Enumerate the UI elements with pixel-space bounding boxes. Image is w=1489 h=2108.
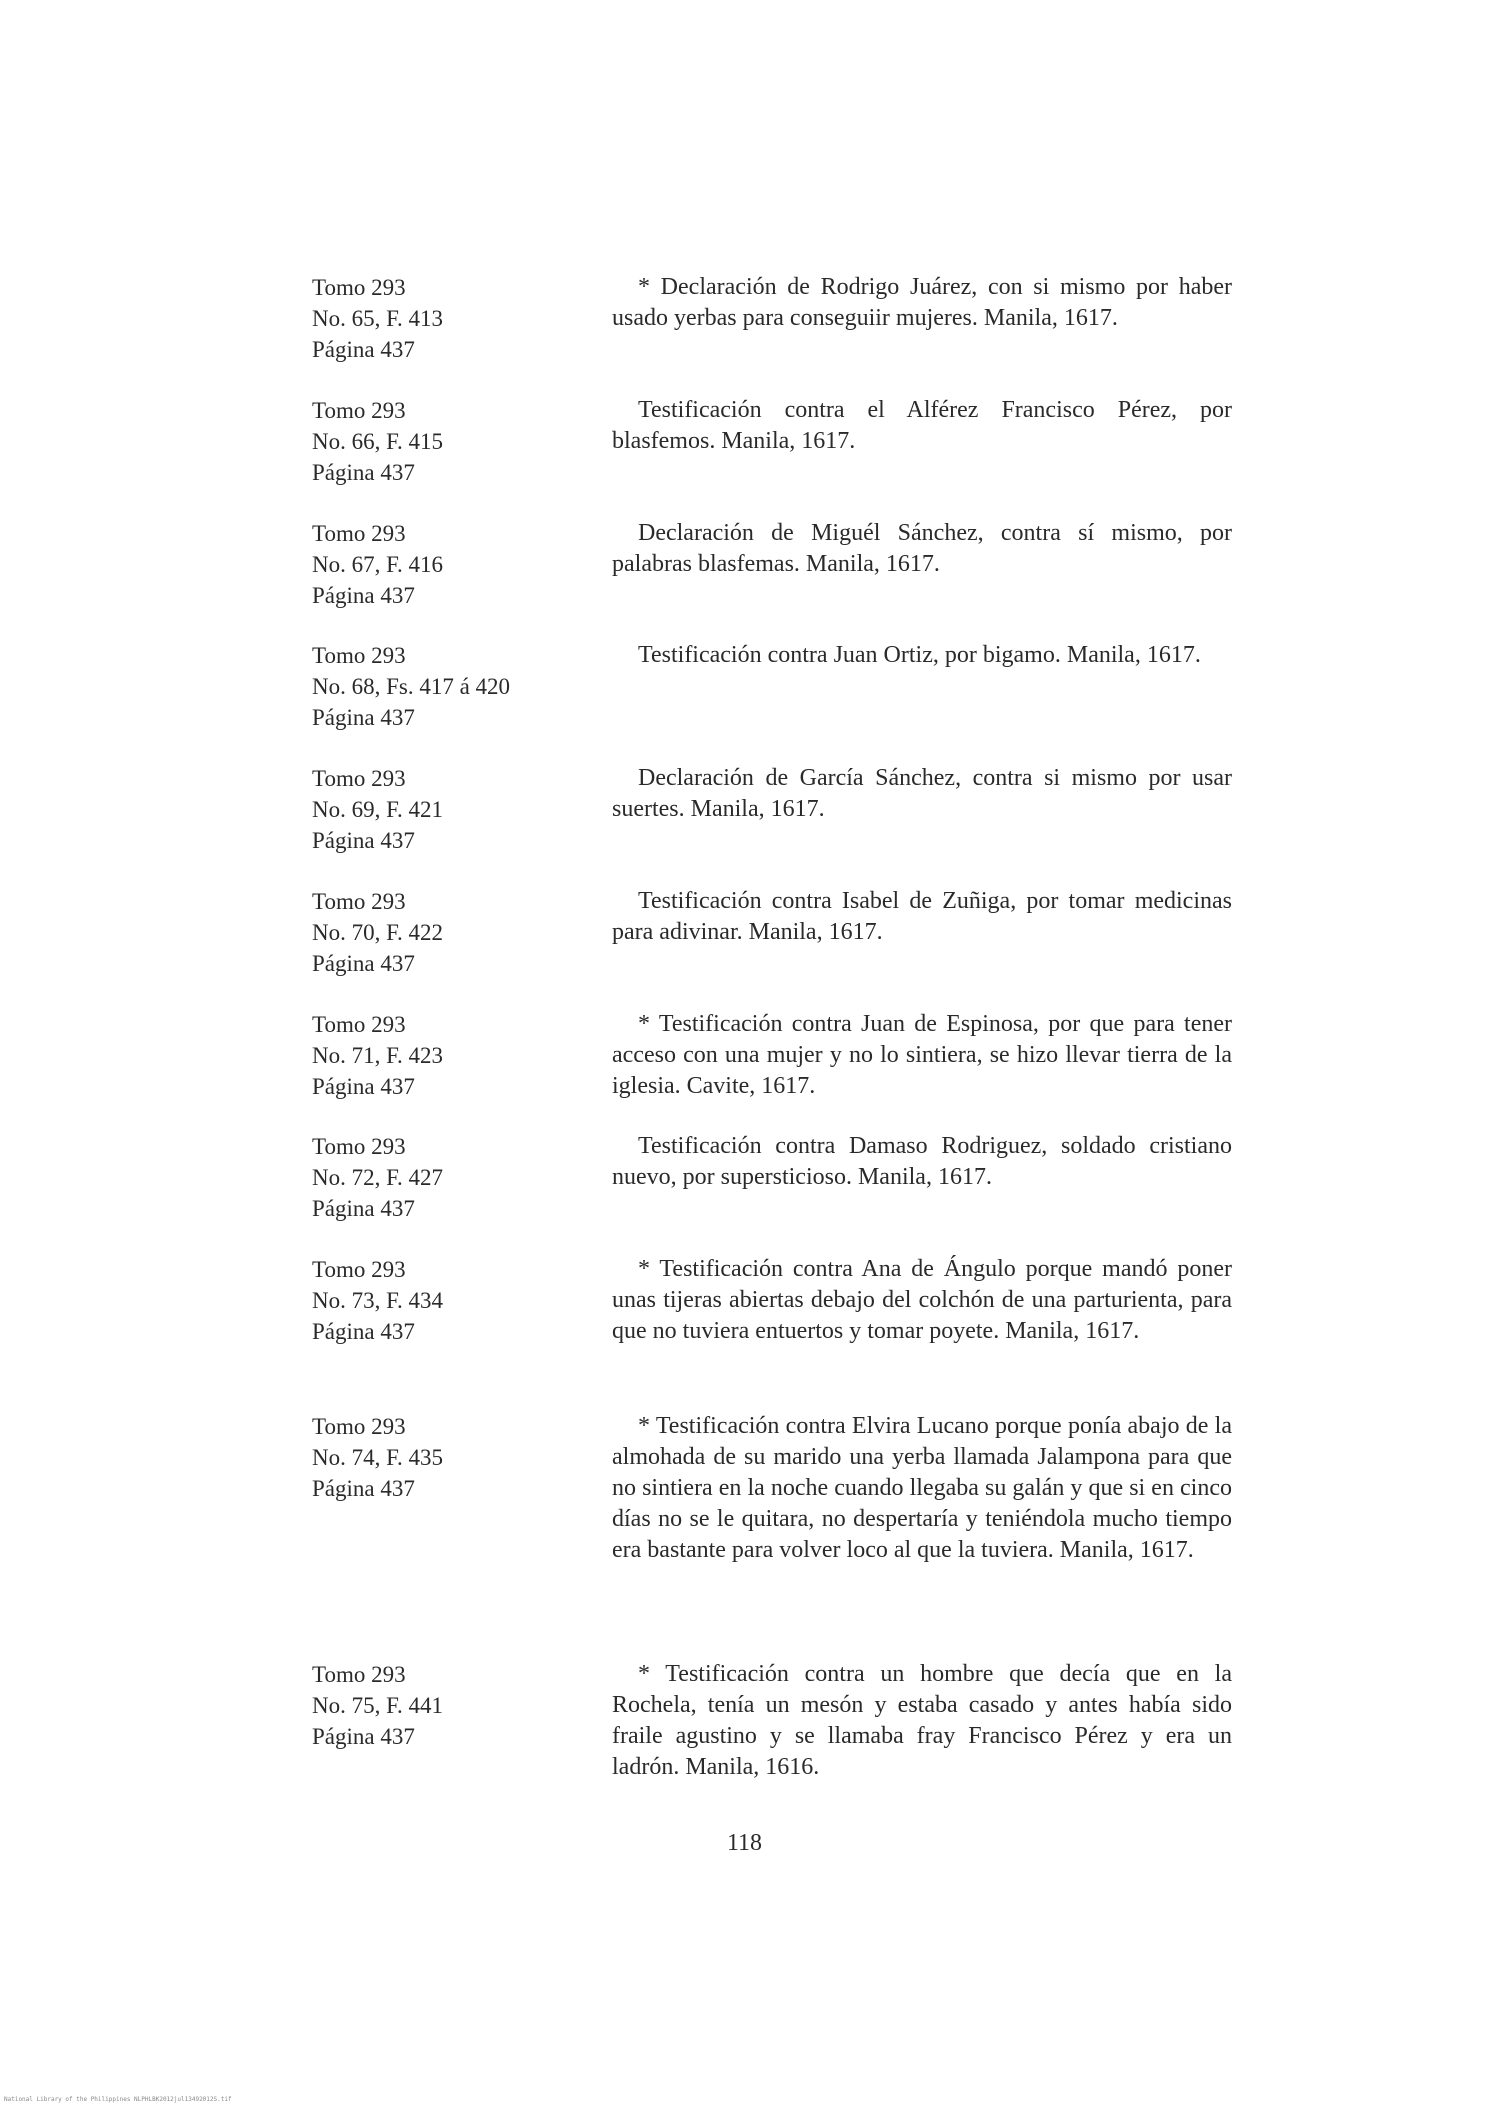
- archive-reference: [312, 1411, 582, 1504]
- tomo-label: Tomo 293: [312, 1134, 406, 1159]
- tomo-label: Tomo 293: [312, 766, 406, 791]
- entry-description: Declaración de Miguél Sánchez, contra sí mismo, por palabras blasfemas. Manila, 1617.: [612, 520, 1232, 577]
- archive-reference: [312, 518, 582, 611]
- tomo-label: Tomo 293: [312, 1662, 406, 1687]
- entry-description: Testificación contra Damaso Rodriguez, soldado cristiano nuevo, por supersticioso. Manila, 1617.: [612, 1133, 1232, 1190]
- folio-label: No. 70, F. 422: [312, 920, 444, 945]
- archive-reference: [312, 272, 582, 365]
- folio-label: No. 71, F. 423: [312, 1043, 444, 1068]
- pagina-label: Página 437: [312, 1074, 415, 1099]
- folio-label: No. 68, Fs. 417 á 420: [312, 674, 511, 699]
- tomo-label: Tomo 293: [312, 1012, 406, 1037]
- pagina-label: Página 437: [312, 1196, 415, 1221]
- entry-description: Testificación contra el Alférez Francisco Pérez, por blasfemos. Manila, 1617.: [612, 397, 1232, 454]
- tomo-label: Tomo 293: [312, 889, 406, 914]
- folio-label: No. 73, F. 434: [312, 1288, 444, 1313]
- folio-label: No. 75, F. 441: [312, 1693, 444, 1718]
- entry-description: * Declaración de Rodrigo Juárez, con si mismo por haber usado yerbas para conseguiir mujeres. Manila, 1617.: [612, 274, 1232, 331]
- tomo-label: Tomo 293: [312, 1414, 406, 1439]
- archive-reference: [312, 1254, 582, 1347]
- archive-reference: [312, 1659, 582, 1752]
- entry-description: * Testificación contra Juan de Espinosa, por que para tener acceso con una mujer y no lo sintiera, se hizo llevar tierra de la iglesia. Cavite, 1617.: [612, 1011, 1232, 1099]
- archive-reference: [312, 763, 582, 856]
- archive-reference: [312, 395, 582, 488]
- tomo-label: Tomo 293: [312, 643, 406, 668]
- pagina-label: Página 437: [312, 337, 415, 362]
- pagina-label: Página 437: [312, 1476, 415, 1501]
- pagina-label: Página 437: [312, 1319, 415, 1344]
- entry-description: Testificación contra Juan Ortiz, por bigamo. Manila, 1617.: [638, 642, 1201, 668]
- tomo-label: Tomo 293: [312, 521, 406, 546]
- pagina-label: Página 437: [312, 583, 415, 608]
- pagina-label: Página 437: [312, 828, 415, 853]
- archive-reference: [312, 886, 582, 979]
- archive-reference: [312, 1131, 582, 1224]
- pagina-label: Página 437: [312, 705, 415, 730]
- tomo-label: Tomo 293: [312, 398, 406, 423]
- tomo-label: Tomo 293: [312, 275, 406, 300]
- archive-reference: [312, 640, 582, 733]
- pagina-label: Página 437: [312, 460, 415, 485]
- archive-reference: [312, 1009, 582, 1102]
- pagina-label: Página 437: [312, 1724, 415, 1749]
- entry-description: * Testificación contra Ana de Ángulo porque mandó poner unas tijeras abiertas debajo del colchón de una parturienta, para que no tuviera entuertos y tomar poyete. Manila, 1617.: [612, 1256, 1232, 1344]
- entry-description: Testificación contra Isabel de Zuñiga, por tomar medicinas para adivinar. Manila, 1617.: [612, 888, 1232, 945]
- scan-footer: National Library of the Philippines NLPHLBK2012jul13492012S.tif: [4, 2096, 232, 2103]
- folio-label: No. 74, F. 435: [312, 1445, 444, 1470]
- entry-description: * Testificación contra Elvira Lucano porque ponía abajo de la almohada de su marido una yerba llamada Jalampona para que no sintiera en la noche cuando llegaba su galán y que si en cinco días no se le quitara, no despertaría y teniéndola mucho tiempo era bastante para volver loco al que la tuviera. Manila, 1617.: [612, 1413, 1232, 1563]
- folio-label: No. 69, F. 421: [312, 797, 444, 822]
- page-number: 118: [726, 1830, 763, 1856]
- pagina-label: Página 437: [312, 951, 415, 976]
- folio-label: No. 66, F. 415: [312, 429, 444, 454]
- folio-label: No. 67, F. 416: [312, 552, 444, 577]
- tomo-label: Tomo 293: [312, 1257, 406, 1282]
- entry-description: * Testificación contra un hombre que decía que en la Rochela, tenía un mesón y estaba casado y antes había sido fraile agustino y se llamaba fray Francisco Pérez y era un ladrón. Manila, 1616.: [612, 1661, 1232, 1780]
- entry-description: Declaración de García Sánchez, contra si mismo por usar suertes. Manila, 1617.: [612, 765, 1232, 822]
- folio-label: No. 72, F. 427: [312, 1165, 444, 1190]
- folio-label: No. 65, F. 413: [312, 306, 444, 331]
